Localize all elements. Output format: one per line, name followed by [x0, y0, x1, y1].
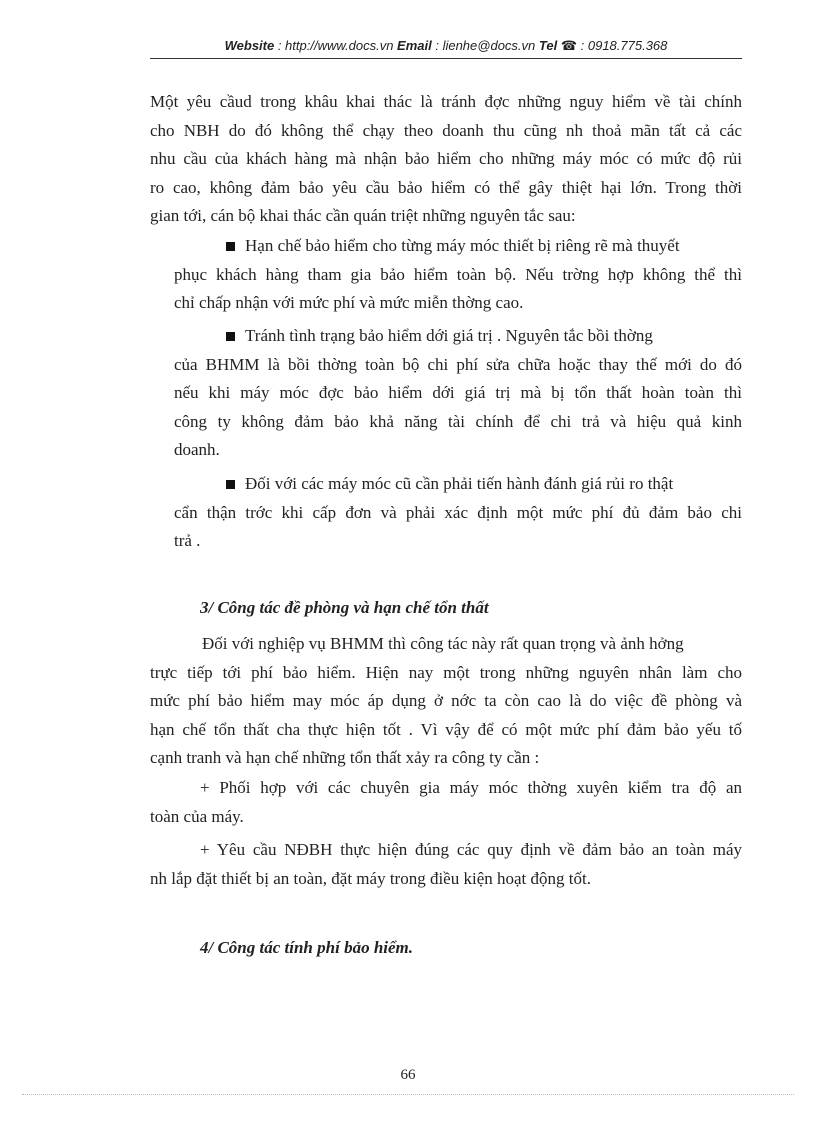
page-header [150, 38, 742, 54]
email-address: : lienhe@docs.vn [431, 38, 539, 53]
section-paragraph [150, 630, 742, 773]
tel-label: Tel [538, 38, 558, 53]
text-line: toàn của máy. [150, 806, 244, 826]
text-line: phục khách hàng tham gia bảo hiểm toàn bộ. Nếu trờng hợp không thể thì [174, 264, 742, 284]
text-line: nh lắp đặt thiết bị an toàn, đặt máy trong điều kiện hoạt động tốt. [150, 868, 591, 888]
text-line: cẩn thận trớc khi cấp đơn và phải xác định một mức phí đủ đảm bảo chi [174, 502, 742, 522]
text-line: nhu cầu của khách hàng mà nhận bảo hiểm cho những máy móc có mức độ rủi [150, 149, 742, 168]
square-bullet-icon [226, 480, 235, 489]
phone-number: : 0918.775.368 [577, 38, 668, 53]
text-line: gian tới, cán bộ khai thác cần quán triệt những nguyên tắc sau: [150, 206, 576, 225]
website-url: : http://www.docs.vn [274, 38, 398, 53]
text-line: Tránh tình trạng bảo hiểm dới giá trị . Nguyên tắc bồi thờng [245, 326, 653, 345]
text-line: doanh. [174, 440, 220, 459]
text-line: hạn chế tổn thất cha thực hiện tốt . Vì vậy để có một mức phí đảm bảo yếu tố [150, 719, 742, 739]
text-line: Đối với các máy móc cũ cần phải tiến hành đánh giá rủi ro thật [245, 474, 674, 493]
text-line: cạnh tranh và hạn chế những tổn thất xảy ra công ty cần : [150, 748, 540, 767]
intro-paragraph [150, 88, 742, 231]
plus-item [150, 774, 742, 831]
text-line: + Yêu cầu NĐBH thực hiện đúng các quy định về đảm bảo an toàn máy [200, 840, 742, 859]
text-line: công ty không đảm bảo khả năng tài chính để chi trả và hiệu quả kinh [174, 411, 742, 431]
text-line: mức phí bảo hiểm may móc áp dụng ở nớc ta còn cao là do việc đề phòng và [150, 691, 742, 710]
text-line: Hạn chế bảo hiểm cho từng máy móc thiết bị riêng rẽ mà thuyết [245, 236, 680, 255]
text-line: trả . [174, 531, 201, 550]
text-line: cho NBH do đó không thể chạy theo doanh thu cũng nh thoả mãn tất cả các [150, 120, 742, 140]
page-number: 66 [400, 1067, 416, 1083]
plus-item [150, 836, 742, 893]
bullet-item [174, 470, 742, 556]
text-line: của BHMM là bồi thờng toàn bộ chi phí sửa chữa hoặc thay thế mới do đó [174, 354, 742, 374]
section-heading: 3/ Công tác đề phòng và hạn chế tổn thất [200, 598, 489, 617]
text-line: nếu khi máy móc đợc bảo hiểm dới giá trị mà bị tổn thất hoàn toàn thì [174, 383, 742, 402]
text-line: chỉ chấp nhận với mức phí và mức miễn thờng cao. [174, 293, 524, 312]
square-bullet-icon [226, 242, 235, 251]
phone-icon: ☎ [560, 38, 578, 53]
bullet-item [174, 322, 742, 465]
text-line: Đối với nghiệp vụ BHMM thì công tác này rất quan trọng và ảnh hởng [202, 634, 684, 653]
square-bullet-icon [226, 332, 235, 341]
text-line: + Phối hợp với các chuyên gia máy móc thờng xuyên kiểm tra độ an [200, 778, 742, 797]
email-label: Email [397, 38, 432, 53]
text-line: ro cao, không đảm bảo yêu cầu bảo hiểm có thể gây thiệt hại lớn. Trong thời [150, 177, 742, 197]
text-line: Một yêu cầud trong khâu khai thác là tránh đợc những nguy hiểm về tài chính [150, 92, 742, 111]
text-line: trực tiếp tới phí bảo hiểm. Hiện nay một trong những nguyên nhân làm cho [150, 662, 742, 682]
header-divider [150, 58, 742, 59]
bullet-item [174, 232, 742, 318]
footer-divider [22, 1094, 794, 1095]
section-heading: 4/ Công tác tính phí bảo hiểm. [200, 938, 414, 957]
website-label: Website [224, 38, 275, 53]
